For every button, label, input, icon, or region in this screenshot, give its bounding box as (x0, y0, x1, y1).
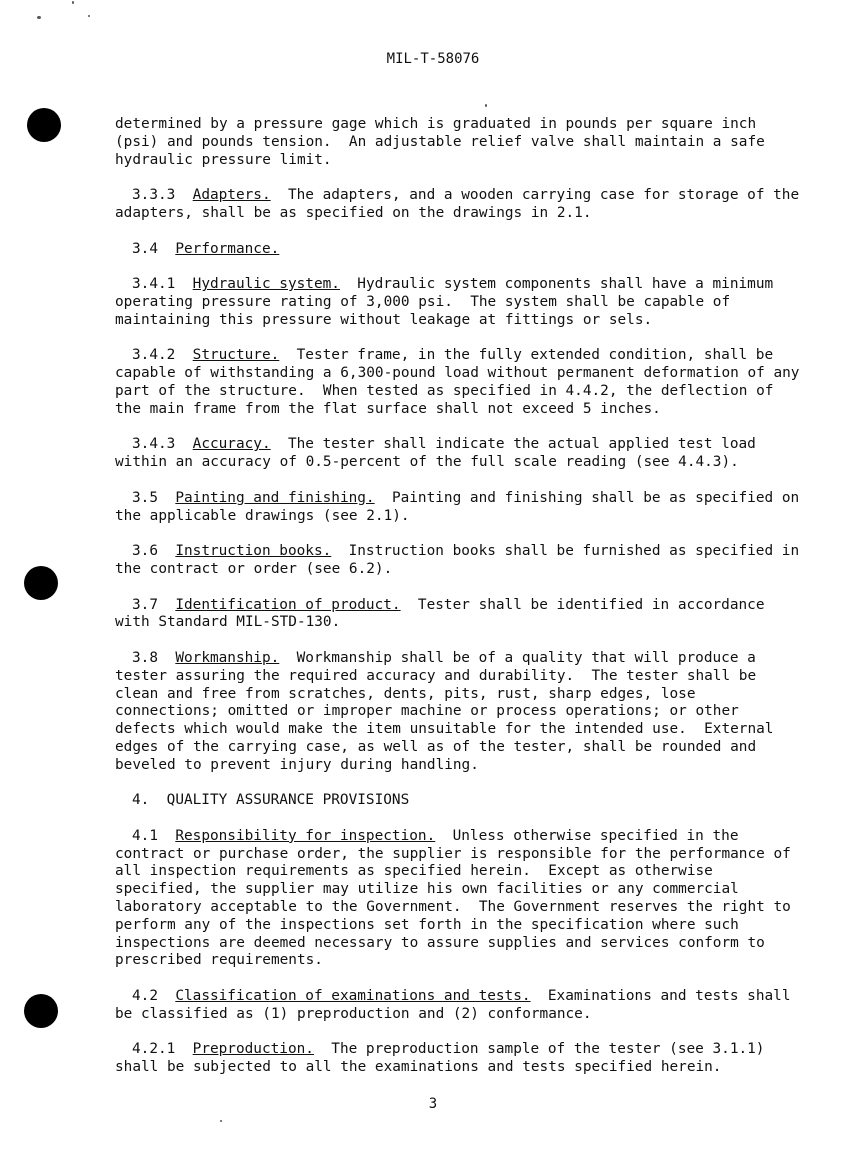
text-line: contract or purchase order, the supplier is responsible for the performance of (115, 845, 791, 862)
scan-speck (37, 16, 41, 19)
text-line: adapters, shall be as specified on the drawings in 2.1. (115, 204, 592, 221)
text-line: Instruction books shall be furnished as specified in (348, 543, 800, 560)
text-line: Hydraulic system components shall have a minimum (357, 276, 774, 293)
paragraph-heading: Adapters. (192, 187, 271, 204)
paragraph (115, 828, 835, 970)
paragraph (115, 988, 835, 1024)
text-line: all inspection requirements as specified herein. Except as otherwise (115, 863, 713, 880)
text-line: be classified as (1) preproduction and (2) conformance. (115, 1005, 592, 1022)
text-line: perform any of the inspections set forth in the specification where such (115, 916, 739, 933)
text-line: edges of the carrying case, as well as of the tester, shall be rounded and (115, 738, 757, 755)
text-line: defects which would make the item unsuitable for the intended use. External (115, 721, 774, 738)
scan-speck (220, 1120, 222, 1122)
text-line: Tester shall be identified in accordance (417, 596, 765, 613)
paragraph-heading: Painting and finishing. (175, 489, 375, 506)
paragraph-number: 3.8 (132, 649, 158, 666)
paragraph (115, 347, 835, 418)
paragraph-heading: Structure. (192, 347, 280, 364)
scan-speck (485, 104, 487, 107)
text-line: determined by a pressure gage which is graduated in pounds per square inch (115, 116, 757, 132)
text-line: the main frame from the flat surface shall not exceed 5 inches. (115, 400, 661, 417)
text-line: clean and free from scratches, dents, pits, rust, sharp edges, lose (115, 685, 696, 702)
text-line: with Standard MIL-STD-130. (115, 614, 341, 631)
text-line: prescribed requirements. (115, 952, 323, 969)
paragraph-number: 3.6 (132, 543, 158, 560)
paragraph-heading: Instruction books. (175, 543, 332, 560)
punch-hole (24, 566, 58, 600)
scan-speck (88, 15, 90, 17)
text-line: shall be subjected to all the examinations and tests specified herein. (115, 1059, 722, 1076)
text-line: (psi) and pounds tension. An adjustable relief valve shall maintain a safe (115, 133, 765, 150)
text-line: the contract or order (see 6.2). (115, 560, 393, 577)
paragraph-heading: Preproduction. (192, 1041, 314, 1058)
text-line: The tester shall indicate the actual applied test load (287, 436, 756, 453)
document-id-header: MIL-T-58076 (386, 51, 480, 67)
text-line: beveled to prevent injury during handling. (115, 756, 479, 773)
paragraph (115, 490, 835, 526)
text-line: specified, the supplier may utilize his own facilities or any commercial (115, 881, 739, 898)
text-line: part of the structure. When tested as specified in 4.4.2, the deflection of (115, 382, 774, 399)
paragraph-number: 3.4.1 (132, 276, 176, 293)
paragraph (115, 187, 835, 223)
text-line: laboratory acceptable to the Government. The Government reserves the right to (115, 899, 791, 916)
text-line: Tester frame, in the fully extended condition, shall be (296, 347, 774, 364)
paragraph (115, 276, 835, 329)
paragraph-number: 4.2 (132, 988, 158, 1005)
text-line: tester assuring the required accuracy and durability. The tester shall be (115, 667, 757, 684)
text-line: within an accuracy of 0.5-percent of the full scale reading (see 4.4.3). (115, 454, 739, 471)
text-line: Painting and finishing shall be as specified on (391, 489, 800, 506)
text-line: operating pressure rating of 3,000 psi. The system shall be capable of (115, 293, 731, 310)
paragraph-heading: Performance. (175, 240, 280, 257)
paragraph (115, 597, 835, 633)
text-line: inspections are deemed necessary to assure supplies and services conform to (115, 934, 765, 951)
paragraph-number: 3.7 (132, 596, 158, 613)
punch-hole (24, 994, 58, 1028)
text-line: Workmanship shall be of a quality that will produce a (296, 649, 756, 666)
paragraph-number: 3.4 (132, 240, 158, 257)
paragraph-heading: Workmanship. (175, 649, 280, 666)
paragraph (115, 543, 835, 579)
text-line: Examinations and tests shall (547, 988, 791, 1005)
paragraph-number: 4.1 (132, 827, 158, 844)
text-line: hydraulic pressure limit. (115, 151, 332, 168)
paragraph-heading: Identification of product. (175, 596, 401, 613)
text-line: Unless otherwise specified in the (452, 827, 739, 844)
paragraph (115, 241, 835, 259)
text-line: The preproduction sample of the tester (see 3.1.1) (331, 1041, 765, 1058)
paragraph (115, 1041, 835, 1077)
text-line: connections; omitted or improper machine or process operations; or other (115, 703, 739, 720)
paragraph (115, 116, 835, 169)
paragraph-heading: Classification of examinations and tests. (175, 988, 531, 1005)
document-body (115, 116, 835, 1095)
paragraph-number: 3.5 (132, 489, 158, 506)
text-line: maintaining this pressure without leakage at fittings or sels. (115, 311, 653, 328)
text-line: the applicable drawings (see 2.1). (115, 507, 410, 524)
text-line: The adapters, and a wooden carrying case for storage of the (287, 187, 800, 204)
paragraph (115, 792, 835, 810)
paragraph-number: 3.4.2 (132, 347, 176, 364)
punch-hole (27, 108, 61, 142)
paragraph-number: 3.3.3 (132, 187, 176, 204)
paragraph (115, 436, 835, 472)
scan-speck (72, 1, 74, 4)
paragraph (115, 650, 835, 775)
paragraph-heading: Accuracy. (192, 436, 271, 453)
paragraph-number: 4. (132, 792, 150, 809)
paragraph-number: 3.4.3 (132, 436, 176, 453)
paragraph-heading: Responsibility for inspection. (175, 827, 436, 844)
paragraph-number: 4.2.1 (132, 1041, 176, 1058)
paragraph-heading: QUALITY ASSURANCE PROVISIONS (166, 792, 410, 809)
text-line: capable of withstanding a 6,300-pound load without permanent deformation of any (115, 365, 800, 382)
page-number: 3 (428, 1096, 438, 1112)
paragraph-heading: Hydraulic system. (192, 276, 340, 293)
